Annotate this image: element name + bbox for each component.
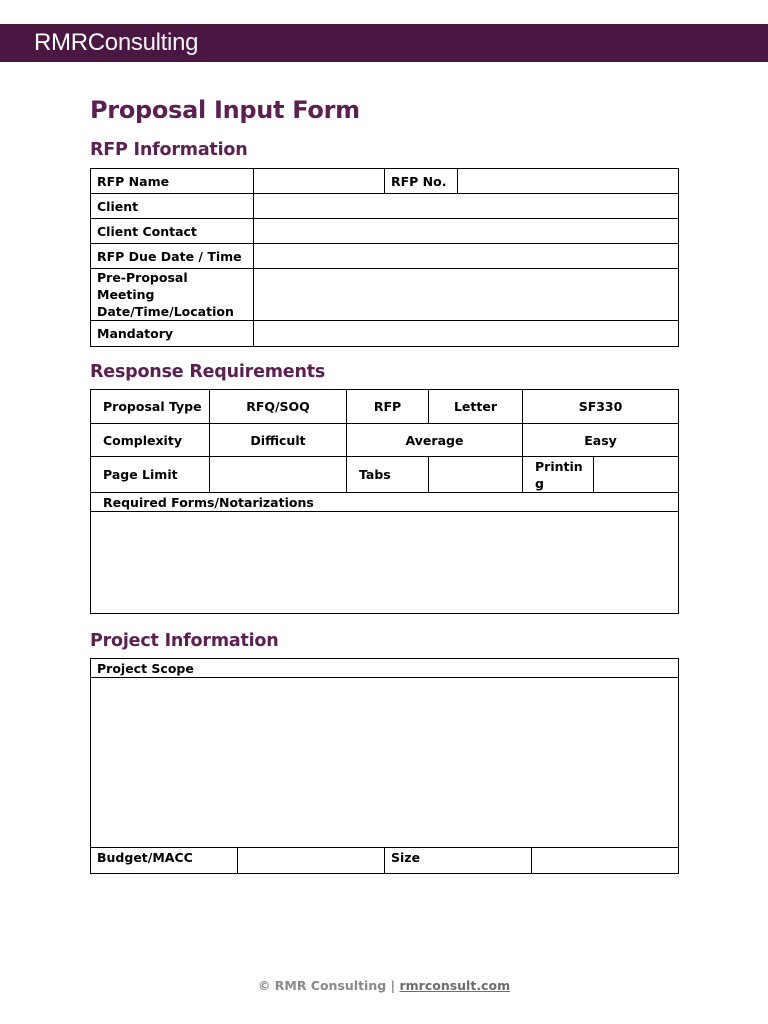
option-letter[interactable]: Letter <box>429 390 523 424</box>
response-requirements-heading: Response Requirements <box>90 362 326 382</box>
client-contact-field[interactable] <box>254 219 679 244</box>
required-forms-field[interactable] <box>91 512 679 614</box>
table-row <box>91 512 679 614</box>
client-label: Client <box>91 194 254 219</box>
page-limit-field[interactable] <box>210 457 347 493</box>
table-row <box>91 219 679 244</box>
complexity-label: Complexity <box>91 424 210 457</box>
footer-copyright: © RMR Consulting | <box>257 978 396 993</box>
tabs-field[interactable] <box>429 457 523 493</box>
printing-label-line-1: Printin <box>535 459 583 474</box>
rfp-name-field[interactable] <box>254 169 385 194</box>
rfp-no-label: RFP No. <box>385 169 458 194</box>
table-row <box>91 169 679 194</box>
required-forms-label: Required Forms/Notarizations <box>91 493 679 512</box>
logo-bold: RMR <box>34 29 88 56</box>
project-scope-field[interactable] <box>91 678 679 848</box>
tabs-label: Tabs <box>347 457 429 493</box>
table-row <box>91 269 679 321</box>
mandatory-label: Mandatory <box>91 321 254 347</box>
page-title: Proposal Input Form <box>90 96 360 124</box>
budget-field[interactable] <box>238 848 385 874</box>
header-bar <box>0 24 768 62</box>
footer <box>0 978 768 994</box>
table-row <box>91 493 679 512</box>
mandatory-field[interactable] <box>254 321 679 347</box>
client-field[interactable] <box>254 194 679 219</box>
table-row <box>91 678 679 848</box>
table-row <box>91 244 679 269</box>
pre-proposal-label <box>91 269 254 321</box>
logo-light: Consulting <box>87 29 199 56</box>
printing-label-line-2: g <box>535 476 544 491</box>
project-information-heading: Project Information <box>90 631 279 651</box>
table-row <box>91 457 679 493</box>
project-scope-label: Project Scope <box>91 659 679 678</box>
option-difficult[interactable]: Difficult <box>210 424 347 457</box>
rfp-information-table <box>90 168 679 347</box>
option-easy[interactable]: Easy <box>523 424 679 457</box>
pre-proposal-label-line-2: Date/Time/Location <box>97 304 234 319</box>
pre-proposal-field[interactable] <box>254 269 679 321</box>
rfp-no-field[interactable] <box>458 169 679 194</box>
printing-label <box>523 457 594 493</box>
size-label: Size <box>385 848 532 874</box>
response-requirements-table <box>90 389 679 614</box>
rmr-consulting-logo <box>34 28 198 58</box>
page-limit-label: Page Limit <box>91 457 210 493</box>
printing-field[interactable] <box>594 457 679 493</box>
due-date-field[interactable] <box>254 244 679 269</box>
option-rfq-soq[interactable]: RFQ/SOQ <box>210 390 347 424</box>
project-information-table <box>90 658 679 874</box>
option-rfp[interactable]: RFP <box>347 390 429 424</box>
table-row <box>91 194 679 219</box>
client-contact-label: Client Contact <box>91 219 254 244</box>
budget-label: Budget/MACC <box>91 848 238 874</box>
rfp-name-label: RFP Name <box>91 169 254 194</box>
table-row <box>91 321 679 347</box>
table-row <box>91 848 679 874</box>
table-row <box>91 424 679 457</box>
option-sf330[interactable]: SF330 <box>523 390 679 424</box>
due-date-label: RFP Due Date / Time <box>91 244 254 269</box>
table-row <box>91 390 679 424</box>
rfp-information-heading: RFP Information <box>90 140 248 160</box>
size-field[interactable] <box>532 848 679 874</box>
option-average[interactable]: Average <box>347 424 523 457</box>
proposal-type-label: Proposal Type <box>91 390 210 424</box>
pre-proposal-label-line-1: Pre-Proposal Meeting <box>97 270 188 302</box>
table-row <box>91 659 679 678</box>
footer-website-link[interactable]: rmrconsult.com <box>399 978 511 993</box>
